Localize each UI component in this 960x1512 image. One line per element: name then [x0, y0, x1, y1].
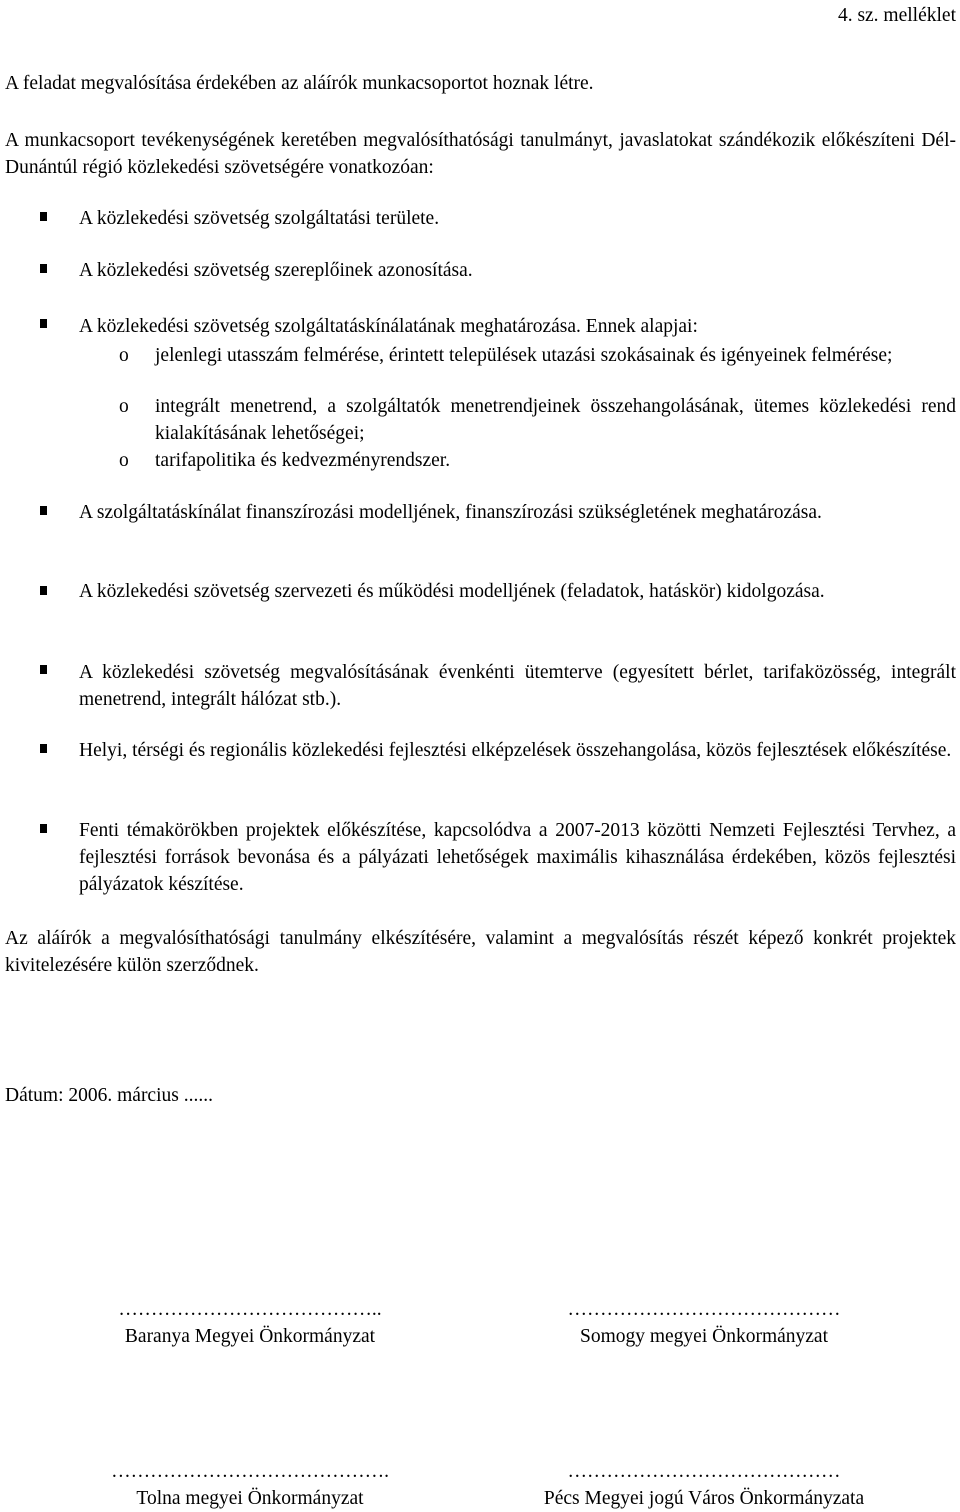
sub-bullet-marker: o — [119, 396, 129, 417]
scope-paragraph: A munkacsoport tevékenységének keretében megvalósíthatósági tanulmányt, javaslatokat szándékozik előkészíteni Dél-Dunántúl régió közlekedési szövetségére vonatkozóan: — [5, 130, 956, 178]
signature-line: ……………………………………. — [111, 1461, 389, 1482]
signatory-name: Pécs Megyei jogú Város Önkormányzata — [543, 1488, 865, 1509]
closing-paragraph: Az aláírók a megvalósíthatósági tanulmány elkészítésére, valamint a megvalósítás részét képező konkrét projektek kivitelezésére külön szerződnek. — [5, 928, 956, 976]
bullet-marker-icon — [40, 319, 47, 328]
date-line: Dátum: 2006. március ...... — [5, 1085, 213, 1106]
sub-item: jelenlegi utasszám felmérése, érintett települések utazási szokásainak és igényeinek felmérése; — [155, 345, 893, 366]
signatory-name: Tolna megyei Önkormányzat — [136, 1488, 364, 1509]
bullet-marker-icon — [40, 586, 47, 595]
bullet-marker-icon — [40, 824, 47, 833]
signatory-name: Baranya Megyei Önkormányzat — [124, 1326, 376, 1347]
bullet-item: A szolgáltatáskínálat finanszírozási modelljének, finanszírozási szükségletének meghatározása. — [79, 502, 822, 523]
signature-block-pecs — [494, 1458, 914, 1512]
sub-item: tarifapolitika és kedvezményrendszer. — [155, 450, 451, 471]
signature-block-tolna — [40, 1458, 460, 1512]
sub-item: integrált menetrend, a szolgáltatók menetrendjeinek összehangolásának, ütemes közlekedési rend kialakításának lehetőségei; — [155, 396, 956, 444]
bullet-item: A közlekedési szövetség szervezeti és működési modelljének (feladatok, hatáskör) kidolgozása. — [79, 581, 825, 602]
sub-bullet-marker: o — [119, 450, 129, 471]
bullet-item: Fenti témakörökben projektek előkészítése, kapcsolódva a 2007-2013 közötti Nemzeti Fejlesztési Tervhez, a fejlesztési források bevonása és a pályázati lehetőségek maximális kihasználása érdekében, közös fejlesztési pályázatok készítése. — [79, 820, 956, 895]
bullet-marker-icon — [40, 264, 47, 273]
bullet-marker-icon — [40, 744, 47, 753]
bullet-marker-icon — [40, 506, 47, 515]
bullet-item: Helyi, térségi és regionális közlekedési fejlesztési elképzelések összehangolása, közös fejlesztések előkészítése. — [79, 740, 952, 761]
bullet-marker-icon — [40, 665, 47, 674]
signature-line: ………………………………….. — [118, 1299, 382, 1320]
signature-line: …………………………………… — [567, 1299, 841, 1320]
annex-label: 4. sz. melléklet — [837, 5, 956, 26]
intro-paragraph: A feladat megvalósítása érdekében az aláírók munkacsoportot hoznak létre. — [5, 73, 594, 94]
bullet-item: A közlekedési szövetség szolgáltatáskínálatának meghatározása. Ennek alapjai: — [79, 316, 698, 337]
signature-block-baranya — [40, 1296, 460, 1350]
bullet-marker-icon — [40, 212, 47, 221]
bullet-item: A közlekedési szövetség megvalósításának évenkénti ütemterve (egyesített bérlet, tarifaközösség, integrált menetrend, integrált hálózat stb.). — [79, 662, 956, 710]
bullet-item: A közlekedési szövetség szereplőinek azonosítása. — [79, 260, 473, 281]
signatory-name: Somogy megyei Önkormányzat — [579, 1326, 829, 1347]
bullet-item: A közlekedési szövetség szolgáltatási területe. — [79, 208, 440, 229]
signature-block-somogy — [494, 1296, 914, 1350]
sub-bullet-marker: o — [119, 345, 129, 366]
signature-line: …………………………………… — [567, 1461, 841, 1482]
